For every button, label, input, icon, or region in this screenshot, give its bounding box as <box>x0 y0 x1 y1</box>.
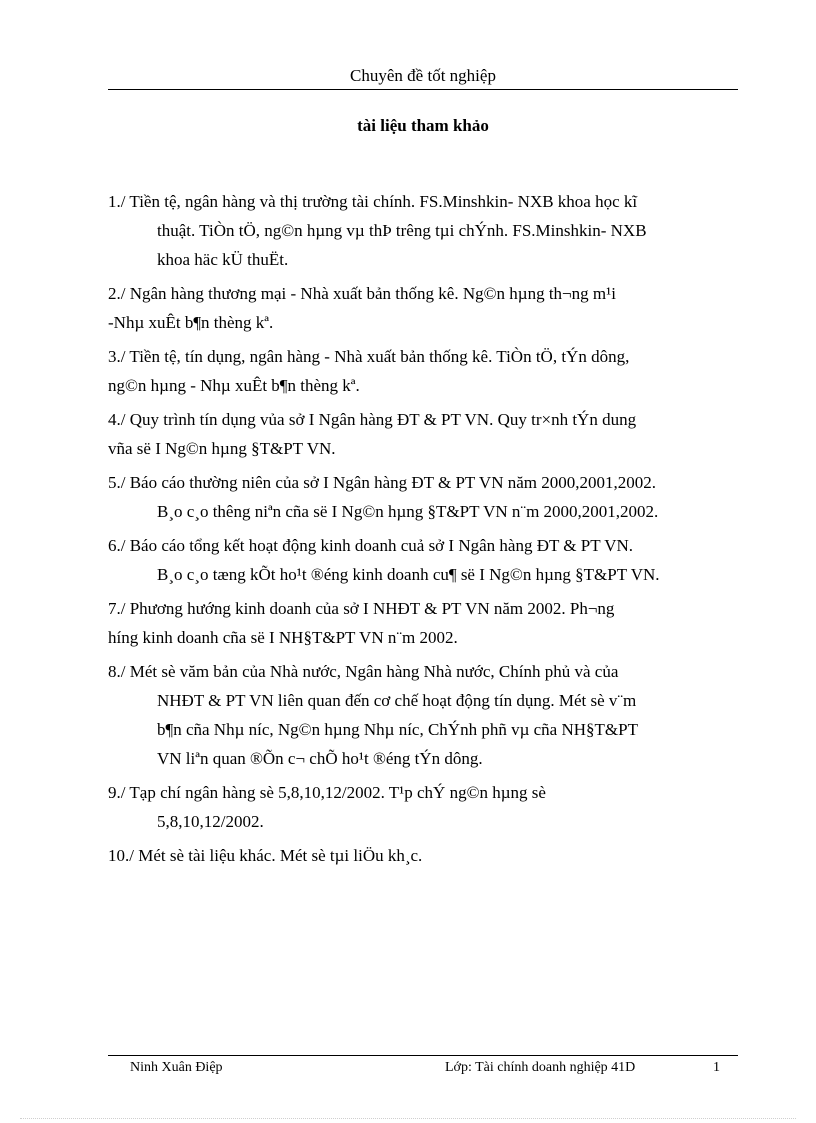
reference-line: 5./ Báo cáo thường niên của sở I Ngân hàng ĐT & PT VN năm 2000,2001,2002. <box>108 473 656 492</box>
reference-item <box>108 778 738 836</box>
reference-line: B¸o c¸o tæng kÕt ho¹t ®éng kinh doanh cu¶ së I Ng©n hµng §T&PT VN. <box>157 565 660 584</box>
reference-item <box>108 279 738 337</box>
reference-list <box>108 187 738 875</box>
reference-line: vña së I Ng©n hµng §T&PT VN. <box>108 439 336 458</box>
footer-divider <box>108 1055 738 1056</box>
header-divider <box>108 89 738 90</box>
reference-line: 5,8,10,12/2002. <box>157 812 264 831</box>
header-title: Chuyên đề tốt nghiệp <box>350 66 496 85</box>
reference-line: 6./ Báo cáo tổng kết hoạt động kinh doanh cuả sở I Ngân hàng ĐT & PT VN. <box>108 536 634 555</box>
reference-line: 7./ Phương hướng kinh doanh của sở I NHĐT & PT VN năm 2002. Ph¬ng <box>108 599 615 618</box>
reference-line: b¶n cña Nhµ níc, Ng©n hµng Nhµ níc, ChÝnh phñ vµ cña NH§T&PT <box>157 720 638 739</box>
reference-line: 1./ Tiền tệ, ngân hàng và thị trường tài chính. FS.Minshkin- NXB khoa học kĩ <box>108 192 638 211</box>
reference-line: 2./ Ngân hàng thương mại - Nhà xuất bản thống kê. Ng©n hµng th¬ng m¹i <box>108 284 616 303</box>
reference-item <box>108 342 738 400</box>
reference-item <box>108 531 738 589</box>
reference-item <box>108 187 738 274</box>
reference-line: 8./ Mét sè văm bản của Nhà nước, Ngân hàng Nhà nước, Chính phủ và của <box>108 662 619 681</box>
page-footer <box>108 1060 738 1080</box>
reference-line: híng kinh doanh cña së I NH§T&PT VN n¨m 2002. <box>108 628 458 647</box>
reference-item <box>108 594 738 652</box>
reference-line: thuật. TiÒn tÖ, ng©n hµng vµ thÞ trêng tµi chÝnh. FS.Minshkin- NXB <box>157 221 647 240</box>
reference-line: -Nhµ xuÊt b¶n thèng kª. <box>108 313 274 332</box>
footer-class: Lớp: Tài chính doanh nghiệp 41D <box>445 1060 636 1075</box>
reference-line: B¸o c¸o thêng niªn cña së I Ng©n hµng §T&PT VN n¨m 2000,2001,2002. <box>157 502 659 521</box>
reference-item <box>108 841 738 870</box>
page-edge-divider <box>20 1118 796 1119</box>
reference-item <box>108 468 738 526</box>
footer-author: Ninh Xuân Điệp <box>130 1060 223 1075</box>
reference-line: VN liªn quan ®Õn c¬ chÕ ho¹t ®éng tÝn dông. <box>157 749 483 768</box>
reference-line: khoa häc kÜ thuËt. <box>157 250 289 269</box>
reference-line: 4./ Quy trình tín dụng vủa sở I Ngân hàng ĐT & PT VN. Quy tr×nh tÝn dung <box>108 410 637 429</box>
reference-line: NHĐT & PT VN liên quan đến cơ chế hoạt động tín dụng. Mét sè v¨m <box>157 691 637 710</box>
reference-item <box>108 405 738 463</box>
reference-line: ng©n hµng - Nhµ xuÊt b¶n thèng kª. <box>108 376 360 395</box>
reference-item <box>108 657 738 773</box>
reference-line: 3./ Tiền tệ, tín dụng, ngân hàng - Nhà xuất bản thống kê. TiÒn tÖ, tÝn dông, <box>108 347 630 366</box>
reference-line: 9./ Tạp chí ngân hàng sè 5,8,10,12/2002. T¹p chÝ ng©n hµng sè <box>108 783 546 802</box>
document-title: tài liệu tham khảo <box>357 116 489 135</box>
page-number: 1 <box>713 1060 720 1075</box>
reference-line: 10./ Mét sè tài liệu khác. Mét sè tµi liÖu kh¸c. <box>108 846 423 865</box>
